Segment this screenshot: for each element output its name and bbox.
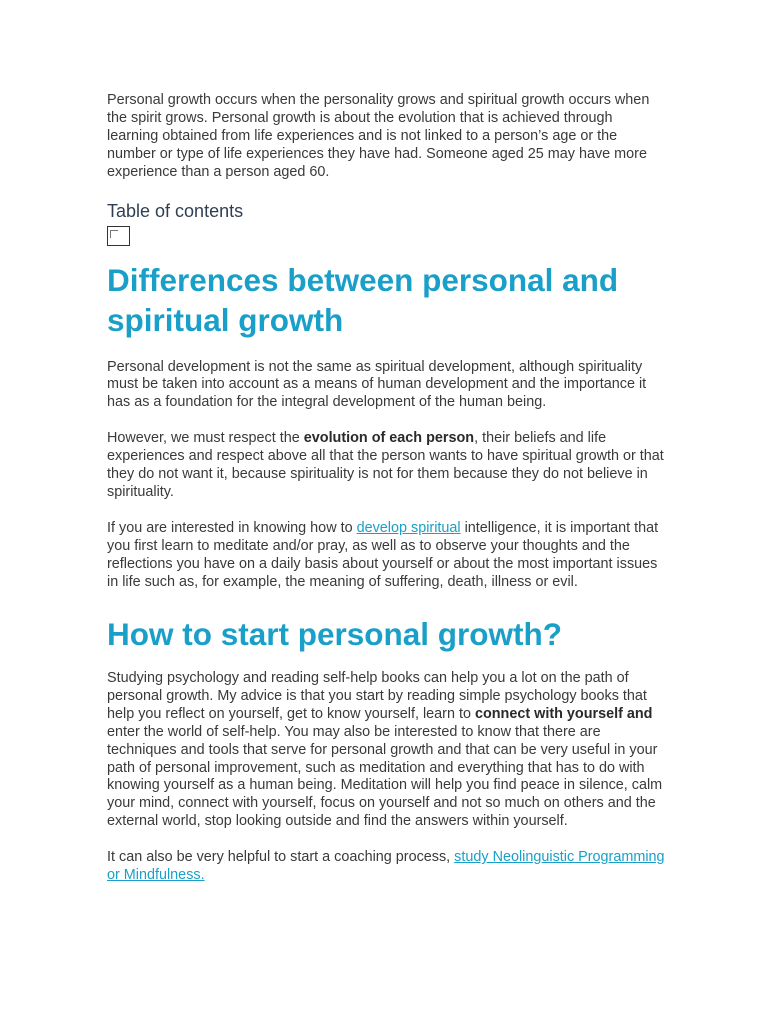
text-run: , their beliefs and life experiences and respect above all that the person wants to have spiritual growth or that they do not want it, because spirituality is not for them because they do not believe in spirituality. bbox=[107, 430, 664, 500]
text-run: Studying psychology and reading self-help books can help you a lot on the path of personal growth. My advice is that you start by reading simple psychology books that help you reflect on yourself, get to know yourself, learn to bbox=[107, 670, 647, 722]
toc-toggle-button[interactable] bbox=[107, 226, 130, 246]
paragraph-respect-evolution bbox=[107, 430, 667, 502]
toc-expand-icon bbox=[110, 230, 118, 238]
bold-evolution-each-person: evolution of each person bbox=[303, 430, 475, 447]
article bbox=[107, 92, 667, 885]
paragraph-coaching-process bbox=[107, 849, 667, 885]
bold-connect-with-yourself: connect with yourself and bbox=[474, 705, 653, 722]
section-heading-how-to-start: How to start personal growth? bbox=[107, 615, 563, 652]
text-run: It can also be very helpful to start a coaching process, bbox=[107, 849, 455, 866]
paragraph-personal-development: Personal development is not the same as spiritual development, although spirituality must be taken into account as a means of human development and the importance it has as a foundation for the integral development of the human being. bbox=[107, 358, 647, 411]
text-run: If you are interested in knowing how to bbox=[107, 519, 357, 536]
link-study-nlp-mindfulness[interactable]: study Neolinguistic Programming or Mindfulness. bbox=[107, 849, 665, 884]
text-run: However, we must respect the bbox=[107, 430, 304, 447]
section-heading-differences: Differences between personal and spiritual growth bbox=[107, 261, 619, 339]
toc-title: Table of contents bbox=[107, 200, 244, 221]
link-develop-spiritual[interactable]: develop spiritual bbox=[356, 519, 461, 536]
intro-paragraph: Personal growth occurs when the personality grows and spiritual growth occurs when the spirit grows. Personal growth is about the evolution that is achieved through learning obtained from life experiences and is not linked to a person’s age or the number or type of life experiences they have had. Someone aged 25 may have more experience than a person aged 60. bbox=[107, 92, 650, 180]
text-run: enter the world of self-help. You may also be interested to know that there are techniques and tools that serve for personal growth and that can be very useful in your path of personal improvement, such as meditation and everything that has to do with knowing yourself as a human being. Meditation will help you find peace in silence, calm your mind, connect with yourself, focus on yourself and not so much on others and the external world, stop looking outside and find the answers within yourself. bbox=[107, 723, 663, 830]
paragraph-psychology-books bbox=[107, 670, 667, 831]
paragraph-develop-spiritual bbox=[107, 520, 667, 592]
text-run: intelligence, it is important that you first learn to meditate and/or pray, as well as to observe your thoughts and the reflections you have on a daily basis about yourself or about the most important issues in life such as, for example, the meaning of suffering, death, illness or evil. bbox=[107, 519, 659, 590]
